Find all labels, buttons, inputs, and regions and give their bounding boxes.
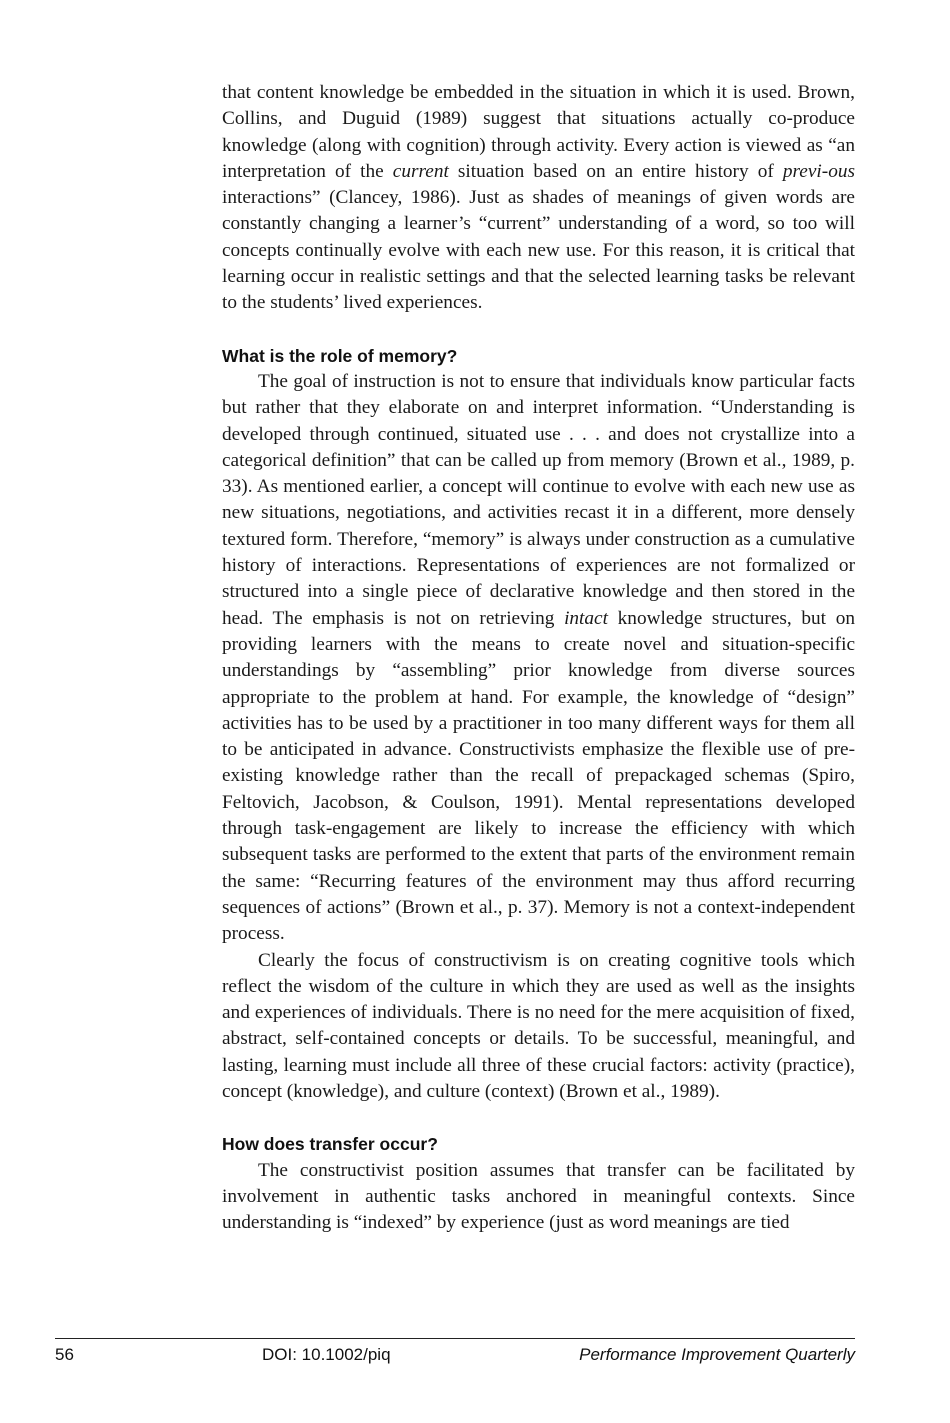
page-number: 56 bbox=[55, 1345, 74, 1364]
text-run: knowledge structures, but on providing learners with the means to create novel and situation-specific understandings by “assembling” prior knowledge from diverse sources appropriate to the problem at hand. For example, the knowledge of “design” activities has to be used by a practitioner in too many different ways for them all to be anticipated in advance. Constructivists emphasize the flexible use of pre-existing knowledge rather than the recall of prepackaged schemas (Spiro, Feltovich, Jacobson, & Coulson, 1991). Mental representations developed through task-engagement are likely to increase the efficiency with which subsequent tasks are performed to the extent that parts of the environment remain the same: “Recurring features of the environment may thus afford recurring sequences of actions” (Brown et al., p. 37). Memory is not a context-independent process. bbox=[222, 607, 855, 945]
article-body bbox=[222, 80, 855, 1236]
journal-title: Performance Improvement Quarterly bbox=[579, 1345, 855, 1364]
italic-run: intact bbox=[564, 607, 608, 629]
memory-paragraph-2: Clearly the focus of constructivism is on creating cognitive tools which reflect the wisdom of the culture in which they are used as well as the insights and experiences of individuals. There is no need for the mere acquisition of fixed, abstract, self-contained concepts or details. To be successful, meaningful, and lasting, learning must include all three of these crucial factors: activity (practice), concept (knowledge), and culture (context) (Brown et al., 1989). bbox=[222, 949, 855, 1102]
text-run: situation based on an entire history of bbox=[448, 160, 783, 182]
doi-label: DOI: 10.1002/piq bbox=[262, 1345, 391, 1364]
intro-paragraph bbox=[222, 80, 855, 317]
page-footer bbox=[55, 1345, 855, 1369]
footer-divider bbox=[55, 1338, 855, 1339]
section-heading-transfer: How does transfer occur? bbox=[222, 1134, 438, 1155]
transfer-paragraph: The constructivist position assumes that transfer can be facilitated by involvement in authentic tasks anchored in meaningful contexts. Since understanding is “indexed” by experience (just as word meanings are tied bbox=[222, 1159, 855, 1234]
text-run: that content knowledge be embedded in the situation in which it is used. Brown, Collins, and Duguid (1989) suggest that situations actually co-produce knowledge (along with cognition) through activity. Every action is viewed as “an interpretation of the bbox=[222, 82, 855, 182]
italic-run: previ-ous bbox=[782, 160, 855, 182]
memory-paragraph-1 bbox=[222, 369, 855, 948]
section-heading-memory: What is the role of memory? bbox=[222, 345, 458, 366]
italic-run: current bbox=[392, 160, 449, 182]
text-run: interactions” (Clancey, 1986). Just as shades of meanings of given words are constantly changing a learner’s “current” understanding of a word, so too will concepts continually evolve with each new use. For this reason, it is critical that learning occur in realistic settings and that the selected learning tasks be relevant to the students’ lived experiences. bbox=[222, 187, 855, 314]
text-run: The goal of instruction is not to ensure that individuals know particular facts but rather that they elaborate on and interpret information. “Understanding is developed through continued, situated use . . . and does not crystallize into a categorical definition” that can be called up from memory (Brown et al., 1989, p. 33). As mentioned earlier, a concept will continue to evolve with each new use as new situations, negotiations, and activities recast it in a different, more densely textured form. Therefore, “memory” is always under construction as a cumulative history of interactions. Representations of experiences are not formalized or structured into a single piece of declarative knowledge and then stored in the head. The emphasis is not on retrieving bbox=[222, 370, 855, 629]
